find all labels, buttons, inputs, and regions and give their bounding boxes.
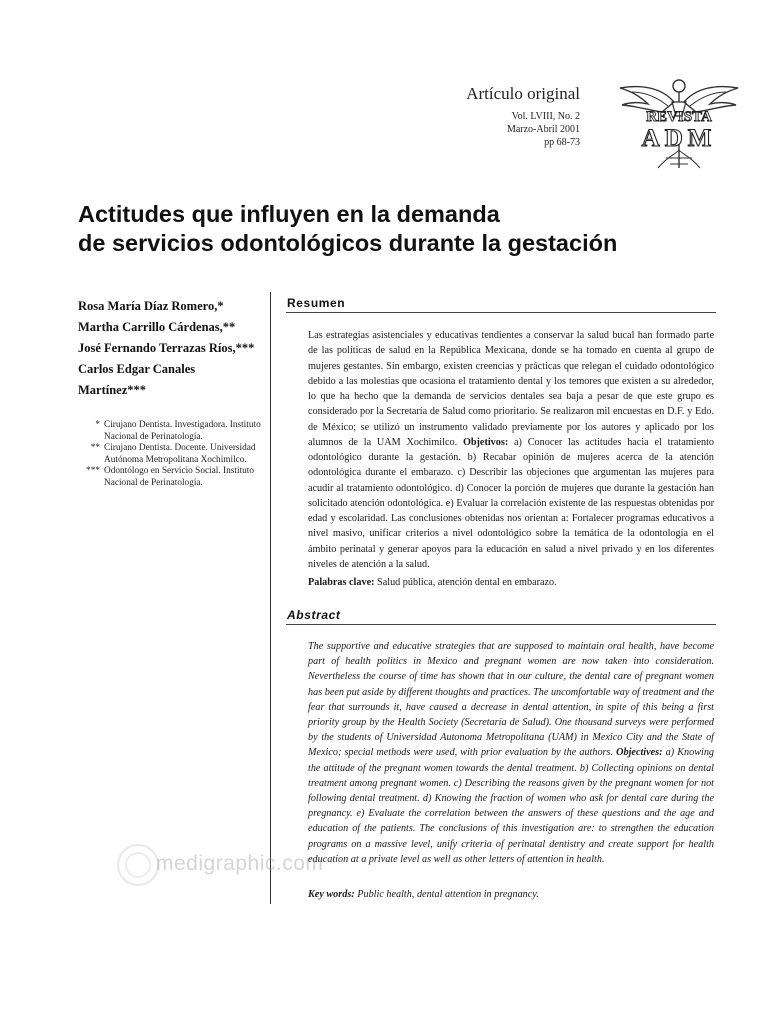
author: Martha Carrillo Cárdenas,** [78,320,236,334]
affiliation-text: Cirujano Dentista. Docente. Universidad Autónoma Metropolitana Xochimilco. [104,443,256,465]
abstract-text: The supportive and educative strategies that are supposed to maintain oral health, have become part of health politics in Mexico and pregnant women are now taken into consideration. Nevertheless the course of time has shown that in our culture, the dental care of pregnant women has been put aside by different thoughts and practices. The uncomfortable way of treatment and the fear that surrounds it, have caused a decrease in dental attention, in spite of this being a first priority group by the Health Society (Secretaría de Salud). One thousand surveys were performed by the students of Universidad Autonoma Metropolitana (UAM) in Mexico City and the State of Mexico; special methods were used, with prior evaluation by the authors. [308,641,714,759]
objectives-text: a) Knowing the attitude of the pregnant women towards the dental treatment. b) Collecting opinions on dental treatment among pregnant women. c) Describing the reasons given by the pregnant women for not following dental treatment. d) Knowing the fraction of women who ask for dental care during the pregnancy. e) Evaluate the correlation between the answers of these questions and the age and education of the patients. The conclusions of this investigation are: to strengthen the education programs on a massive level, unify criteria of perinatal dentistry and create support for health education at a private level as well as other letters of attention in health. [308,747,715,865]
resumen-body [308,328,714,572]
author: Carlos Edgar Canales [78,362,196,376]
logo-text-revista: REVISTA [646,109,712,125]
affiliation-text: Cirujano Dentista. Investigadora. Instituto Nacional de Perinatología. [104,420,261,442]
objetivos-text: a) Conocer las actitudes hacia el tratamiento odontológico durante la gestación. b) Recabar opinión de mujeres acerca de la atención odontológica durante el embarazo. c) Describir las objeciones que argumentan las mujeres para acudir al tratamiento odontológico. d) Conocer la porción de mujeres que durante la gestación han solicitado atención odontológica. e) Evaluar la correlación existente de las respuestas obtenidas por edad y escolaridad. Las conclusiones obtenidas nos orientan a: Fortalecer programas educativos a nivel masivo, unificar criterios a nivel odontológico sobre la temática de la odontología en el ámbito perinatal y generar apoyos para la educación en salud a nivel privado y en los diferentes niveles de atención a la salud. [308,436,715,570]
section-type: Artículo original [466,84,580,103]
resumen-rule [286,312,716,313]
author-list [78,296,268,401]
palabras-clave-text: Salud pública, atención dental en embarazo. [377,577,557,588]
column-divider [270,292,271,904]
logo-text-adm: ADM [641,125,717,152]
eagle-emblem-icon [612,72,746,172]
author: Rosa María Díaz Romero,* [78,299,224,313]
affiliation-mark: ** [90,443,100,454]
abstract-heading: Abstract [287,608,341,622]
palabras-clave [308,577,714,588]
affiliations [74,420,264,490]
volume-info: Vol. LVIII, No. 2 [511,111,580,122]
affiliation-mark: *** [86,466,100,477]
article-title [78,200,718,258]
title-line-1: Actitudes que influyen en la demanda [78,201,500,227]
key-words-label: Key words: [308,889,355,900]
resumen-text: Las estrategias asistenciales y educativas tendientes a conservar la salud bucal han formado parte de las políticas de salud en la República Mexicana, donde se ha tomado en cuenta al grupo de mujeres gestantes. Sin embargo, existen creencias y prácticas que relegan el cuidado odontológico debido a las molestias que ocasiona el tratamiento dental y los temores que existen a su alrededor, lo que ha hecho que la demanda de servicios dentales sea baja a pesar de que este grupo es considerado por la Secretaría de Salud como prioritario. Se realizaron mil encuestas en D.F. y Edo. de México; se utilizó un instrumento validado previamente por los autores y aplicado por los alumnos de la UAM Xochimilco. [308,330,714,448]
affiliation-mark: * [95,420,100,430]
affiliation-text: Odontólogo en Servicio Social. Instituto Nacional de Perinatología. [104,466,255,488]
issue-date: Marzo-Abril 2001 [506,124,580,135]
key-words [308,889,714,900]
palabras-clave-label: Palabras clave: [308,577,375,588]
author: José Fernando Terrazas Ríos,*** [78,341,255,355]
author: Martínez*** [78,383,147,397]
objetivos-label: Objetivos: [462,436,509,448]
abstract-body [308,639,714,867]
revista-adm-logo [612,72,746,172]
key-words-text: Public health, dental attention in pregnancy. [357,889,539,900]
affiliation-item [74,466,264,489]
resumen-heading: Resumen [287,296,346,310]
objectives-label: Objectives: [616,747,663,759]
page-range: pp 68-73 [544,137,580,148]
affiliation-item [74,420,264,443]
watermark-text: medigraphic.com [156,852,324,875]
title-line-2: de servicios odontológicos durante la gestación [78,230,618,256]
affiliation-item [74,443,264,466]
abstract-rule [286,624,716,625]
